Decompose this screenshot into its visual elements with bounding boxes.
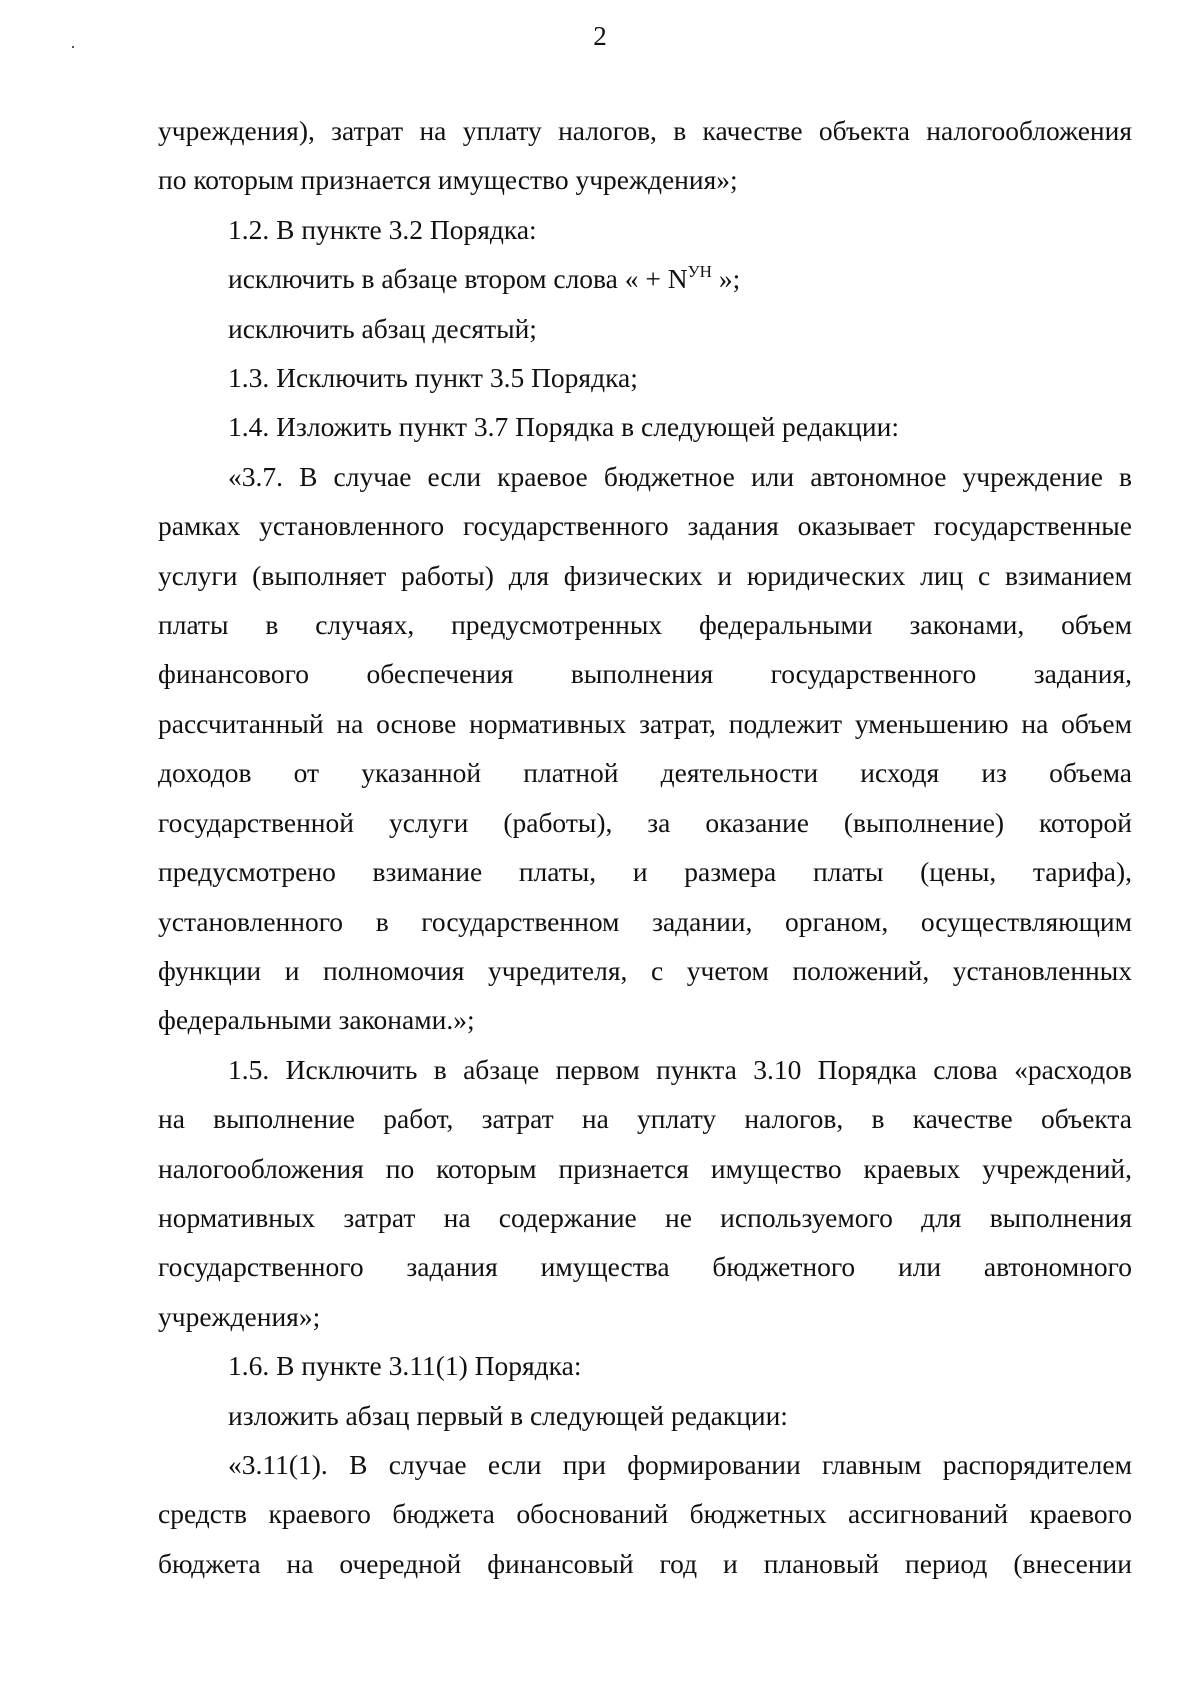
text-line: на выполнение работ, затрат на уплату налогов, в качестве объекта — [158, 1103, 1132, 1135]
text-line: рассчитанный на основе нормативных затрат, подлежит уменьшению на объем — [158, 707, 1132, 739]
paragraph-first-abzac: изложить абзац первый в следующей редакции: — [228, 1399, 788, 1431]
text-line: бюджета на очередной финансовый год и плановый период (внесении — [158, 1547, 1132, 1579]
text-line: учреждения»; — [158, 1300, 321, 1332]
text-line: установленного в государственном задании, органом, осуществляющим — [158, 905, 1132, 937]
page-number: 2 — [593, 21, 607, 51]
paragraph-exclude-tenth: исключить абзац десятый; — [228, 312, 537, 344]
paragraph-3-7-text — [158, 452, 1132, 1045]
paragraph-1-5 — [158, 1045, 1132, 1341]
text-line: предусмотрено взимание платы, и размера платы (цены, тарифа), — [158, 856, 1132, 888]
scan-speck — [72, 46, 74, 48]
paragraph-1-4: 1.4. Изложить пункт 3.7 Порядка в следующей редакции: — [228, 411, 899, 443]
text-line: налогообложения по которым признается имущество краевых учреждений, — [158, 1152, 1132, 1184]
text-line: рамках установленного государственного задания оказывает государственные — [158, 510, 1132, 542]
paragraph-1 — [158, 106, 1132, 205]
text-line: государственного задания имущества бюджетного или автономного — [158, 1251, 1132, 1283]
text-line: 1.5. Исключить в абзаце первом пункта 3.10 Порядка слова «расходов — [228, 1053, 1132, 1085]
paragraph-1-6: 1.6. В пункте 3.11(1) Порядка: — [228, 1350, 582, 1382]
paragraph-exclude-words — [158, 254, 1132, 303]
text-line: доходов от указанной платной деятельности исходя из объема — [158, 757, 1132, 789]
text-line: федеральными законами.»; — [158, 1004, 475, 1036]
paragraph-3-11-text — [158, 1440, 1132, 1588]
text-line: средств краевого бюджета обоснований бюджетных ассигнований краевого — [158, 1498, 1132, 1530]
text-fragment: исключить в абзаце втором слова « + N — [228, 263, 688, 295]
text-line: услуги (выполняет работы) для физических и юридических лиц с взиманием — [158, 559, 1132, 591]
paragraph-1-2-heading: 1.2. В пункте 3.2 Порядка: — [228, 213, 537, 245]
superscript-index: УН — [687, 262, 712, 282]
text-line: функции и полномочия учредителя, с учетом положений, установленных — [158, 954, 1132, 986]
text-line: учреждения), затрат на уплату налогов, в качестве объекта налогообложения — [158, 115, 1132, 146]
text-fragment: »; — [711, 263, 741, 295]
text-line: по которым признается имущество учреждения»; — [158, 164, 738, 196]
text-line: финансового обеспечения выполнения государственного задания, — [158, 658, 1132, 690]
text-line: «3.7. В случае если краевое бюджетное или автономное учреждение в — [228, 460, 1132, 492]
text-line: государственной услуги (работы), за оказание (выполнение) которой — [158, 806, 1132, 838]
document-body — [158, 106, 1132, 1588]
text-line: нормативных затрат на содержание не используемого для выполнения — [158, 1201, 1132, 1233]
paragraph-1-3: 1.3. Исключить пункт 3.5 Порядка; — [228, 362, 638, 394]
text-line: «3.11(1). В случае если при формировании главным распорядителем — [228, 1448, 1132, 1480]
text-line: платы в случаях, предусмотренных федеральными законами, объем — [158, 609, 1132, 641]
